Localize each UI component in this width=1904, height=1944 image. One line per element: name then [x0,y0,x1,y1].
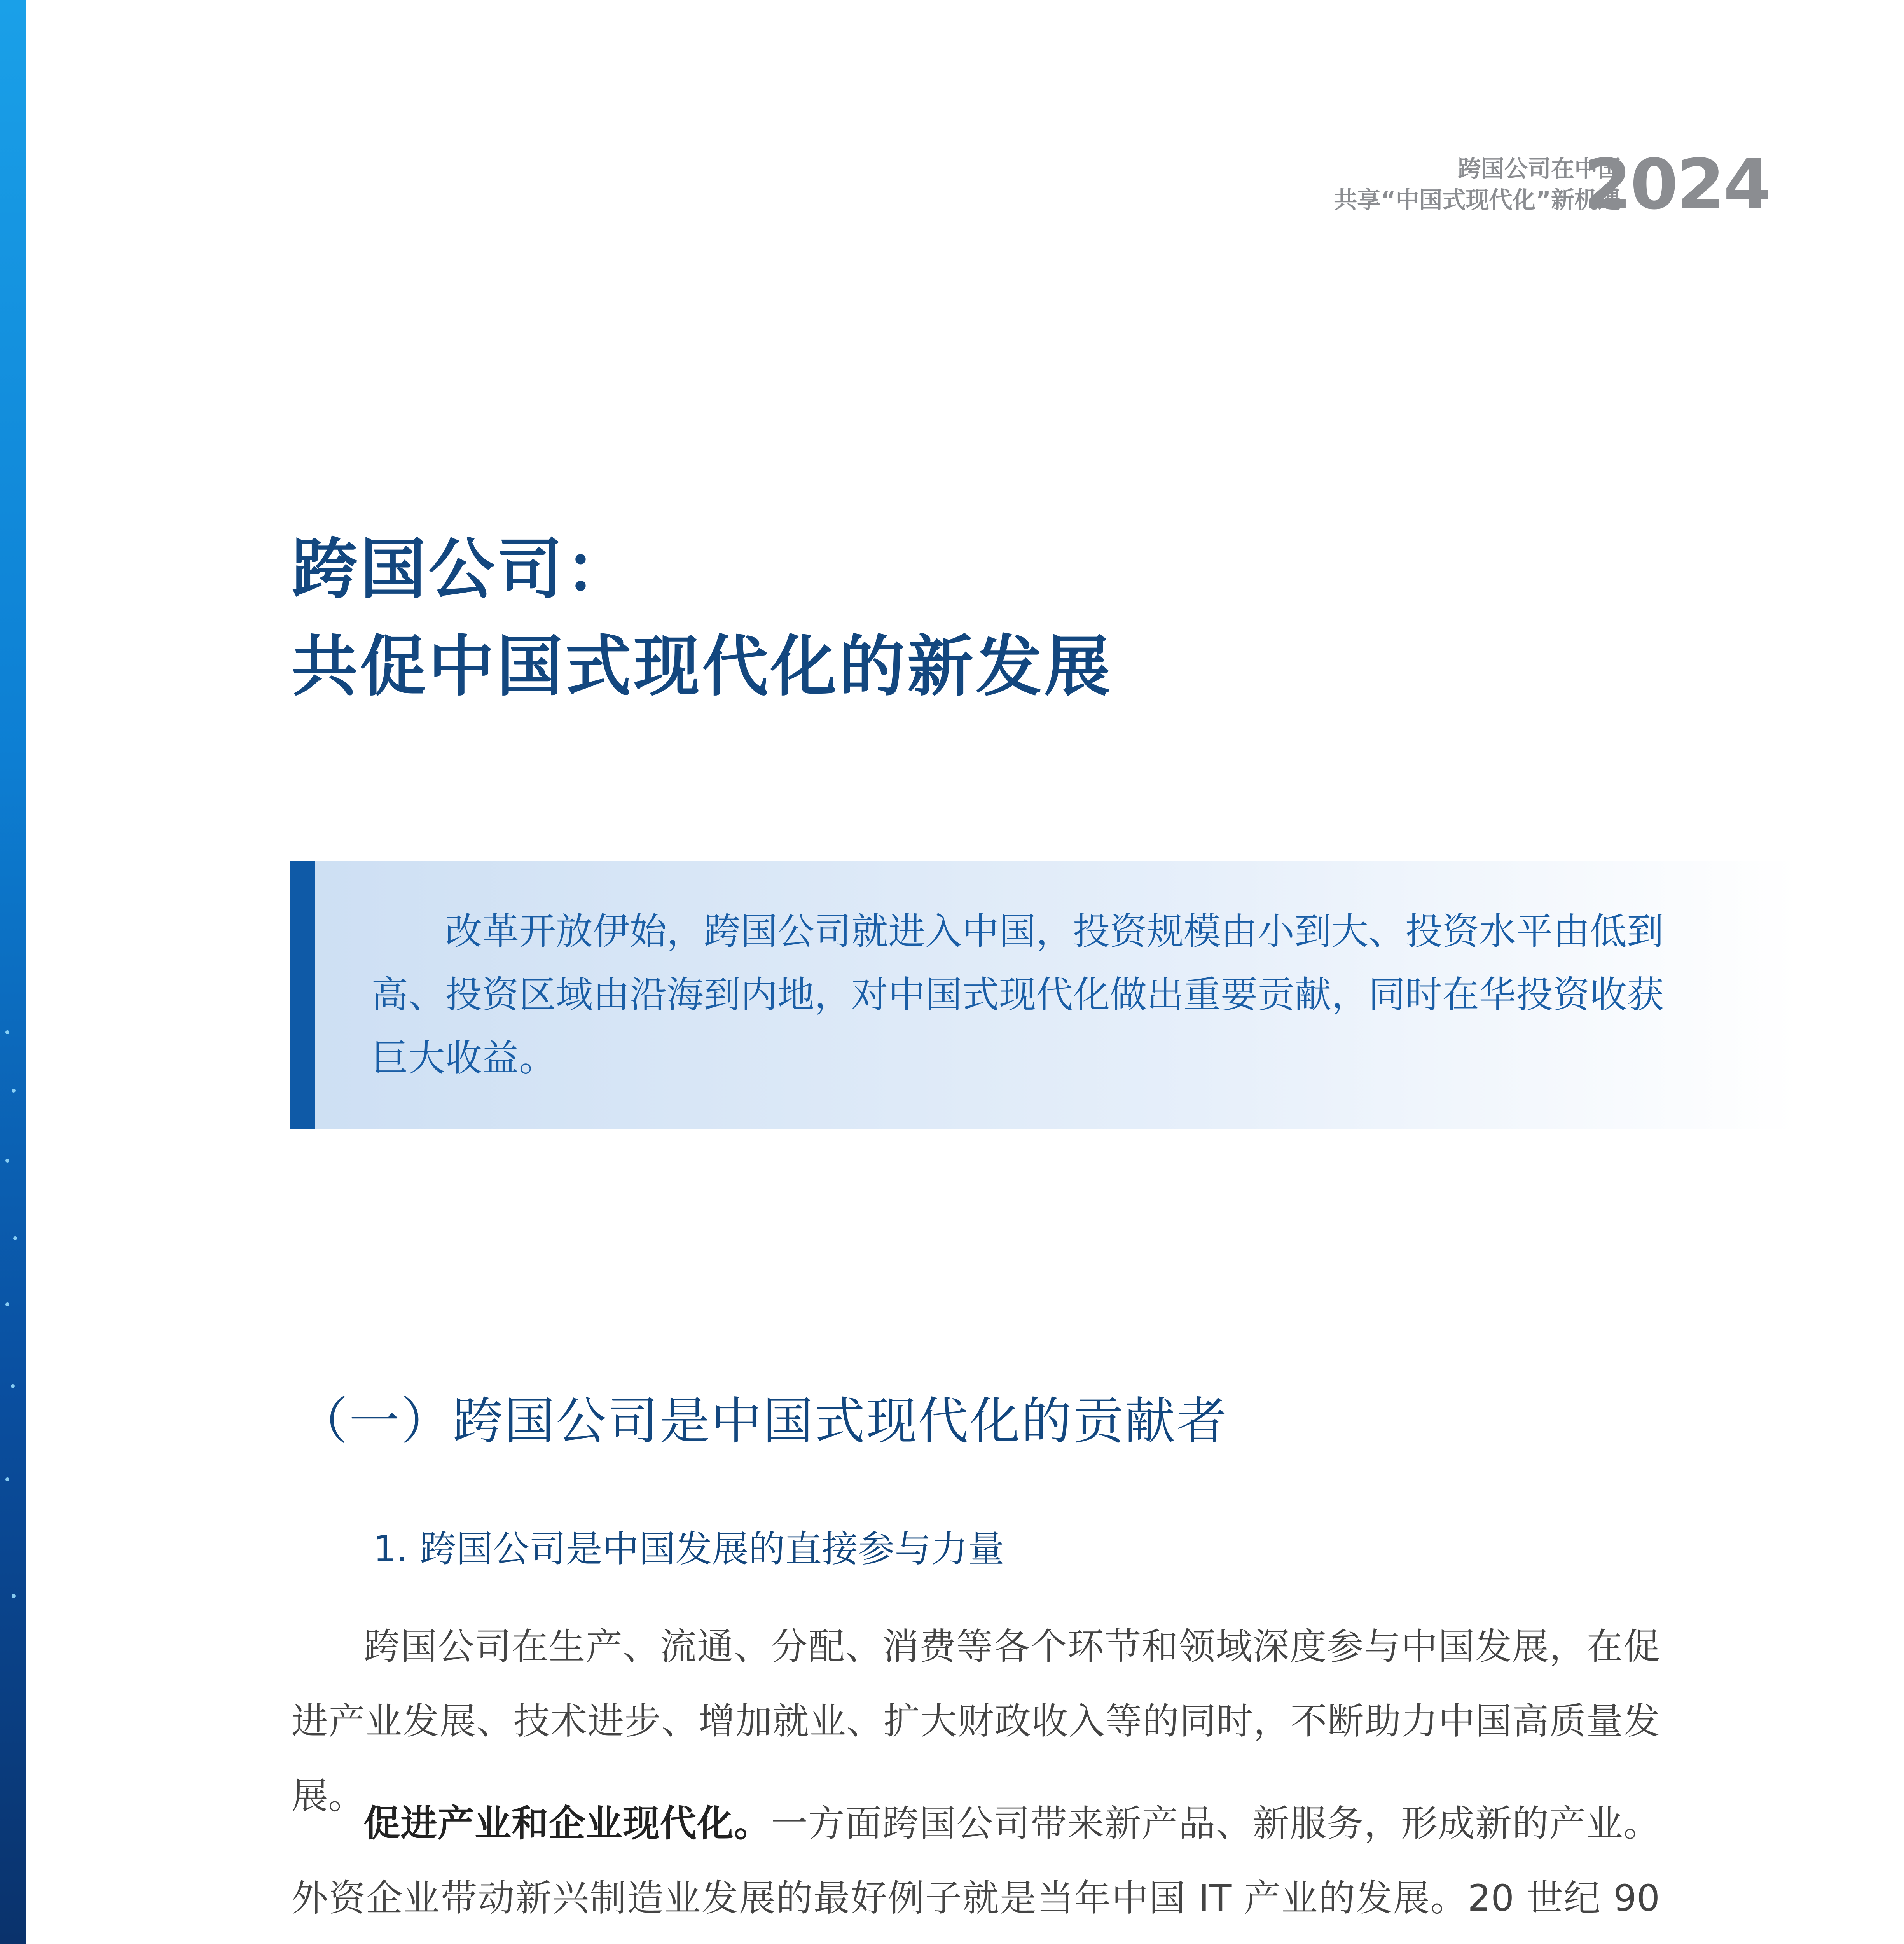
decorative-dot [12,1594,16,1598]
callout-accent-bar [290,861,315,1129]
lead-callout [290,861,1798,1129]
decorative-dot [12,1089,16,1093]
decorative-dot [5,1159,9,1163]
decorative-left-strip [0,0,26,1944]
header-line-1: 跨国公司在中国 [1458,156,1621,183]
decorative-dot [11,1384,15,1388]
body-paragraph-1: 跨国公司在生产、流通、分配、消费等各个环节和领域深度参与中国发展，在促进产业发展、技术进步、增加就业、扩大财政收入等的同时，不断助力中国高质量发展。 [292,1626,1660,1817]
title-line-2: 共促中国式现代化的新发展 [292,628,1113,705]
body-paragraph-2 [292,1787,1660,1944]
decorative-dot [5,1302,9,1306]
page-title [292,521,1113,715]
decorative-dot [5,1030,9,1034]
section-heading: （一）跨国公司是中国式现代化的贡献者 [297,1392,1228,1451]
lead-text: 改革开放伊始，跨国公司就进入中国，投资规模由小到大、投资水平由低到高、投资区域由沿海到内地，对中国式现代化做出重要贡献，同时在华投资收获巨大收益。 [371,910,1664,1080]
paragraph-lead-bold: 促进产业和企业现代化。 [363,1802,771,1845]
header-year: 2024 [1583,144,1770,225]
decorative-dot [5,1477,9,1481]
running-header [1310,154,1621,216]
title-line-1: 跨国公司： [292,531,634,608]
decorative-dot [13,1236,17,1240]
header-line-2: 共享“中国式现代化”新机遇 [1334,187,1621,214]
paragraph-body: 一方面跨国公司带来新产品、新服务，形成新的产业。外资企业带动新兴制造业发展的最好例子就是当年中国 IT 产业的发展。20 世纪 90 [292,1802,1660,1920]
subsection-heading: 1. 跨国公司是中国发展的直接参与力量 [373,1528,1004,1570]
